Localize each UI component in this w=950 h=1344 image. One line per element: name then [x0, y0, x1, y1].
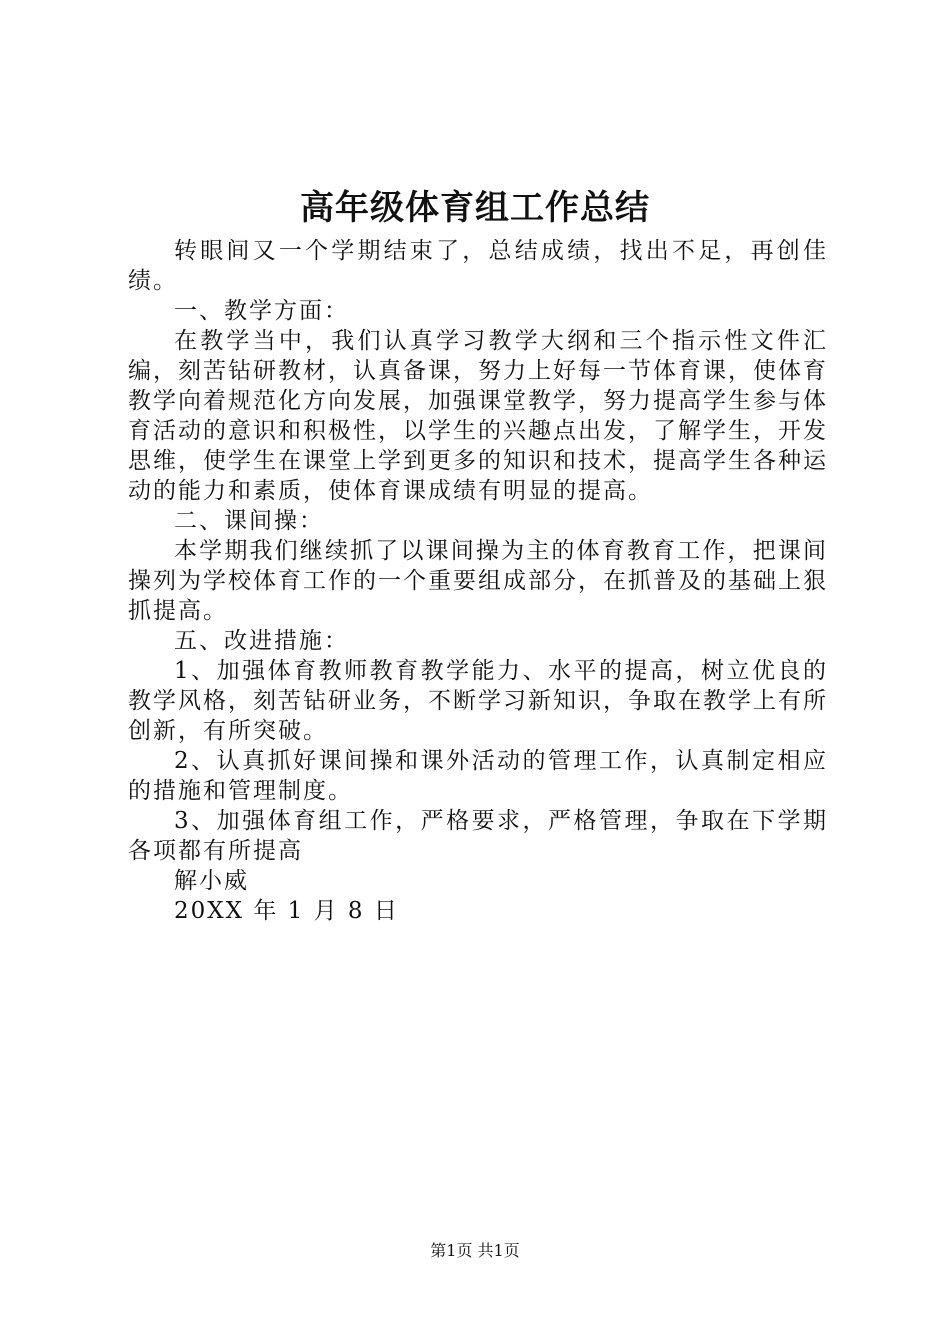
- paragraph-improvement-2: 2、认真抓好课间操和课外活动的管理工作，认真制定相应的措施和管理制度。: [128, 748, 828, 804]
- heading-improvement: 五、改进措施：: [174, 628, 349, 654]
- paragraph-intro: 转眼间又一个学期结束了，总结成绩，找出不足，再创佳绩。: [128, 238, 828, 294]
- paragraph-teaching: 在教学当中，我们认真学习教学大纲和三个指示性文件汇编，刻苦钻研教材，认真备课，努力上好每一节体育课，使体育教学向着规范化方向发展，加强课堂教学，努力提高学生参与体育活动的意识和积极性，以学生的兴趣点出发，了解学生，开发思维，使学生在课堂上学到更多的知识和技术，提高学生各种运动的能力和素质，使体育课成绩有明显的提高。: [128, 328, 828, 504]
- page-footer: 第1页 共1页: [430, 1241, 520, 1260]
- heading-exercise: 二、课间操：: [174, 508, 324, 534]
- document-title: 高年级体育组工作总结: [300, 188, 650, 228]
- paragraph-improvement-3: 3、加强体育组工作，严格要求，严格管理，争取在下学期各项都有所提高: [128, 808, 828, 864]
- paragraph-exercise: 本学期我们继续抓了以课间操为主的体育教育工作，把课间操列为学校体育工作的一个重要组成部分，在抓普及的基础上狠抓提高。: [128, 538, 828, 624]
- document-date: 20XX 年 1 月 8 日: [174, 898, 399, 924]
- paragraph-improvement-1: 1、加强体育教师教育教学能力、水平的提高，树立优良的教学风格，刻苦钻研业务，不断学习新知识，争取在教学上有所创新，有所突破。: [128, 658, 828, 744]
- document-body: [128, 236, 828, 926]
- signature: 解小威: [174, 868, 249, 894]
- heading-teaching: 一、教学方面：: [174, 298, 349, 324]
